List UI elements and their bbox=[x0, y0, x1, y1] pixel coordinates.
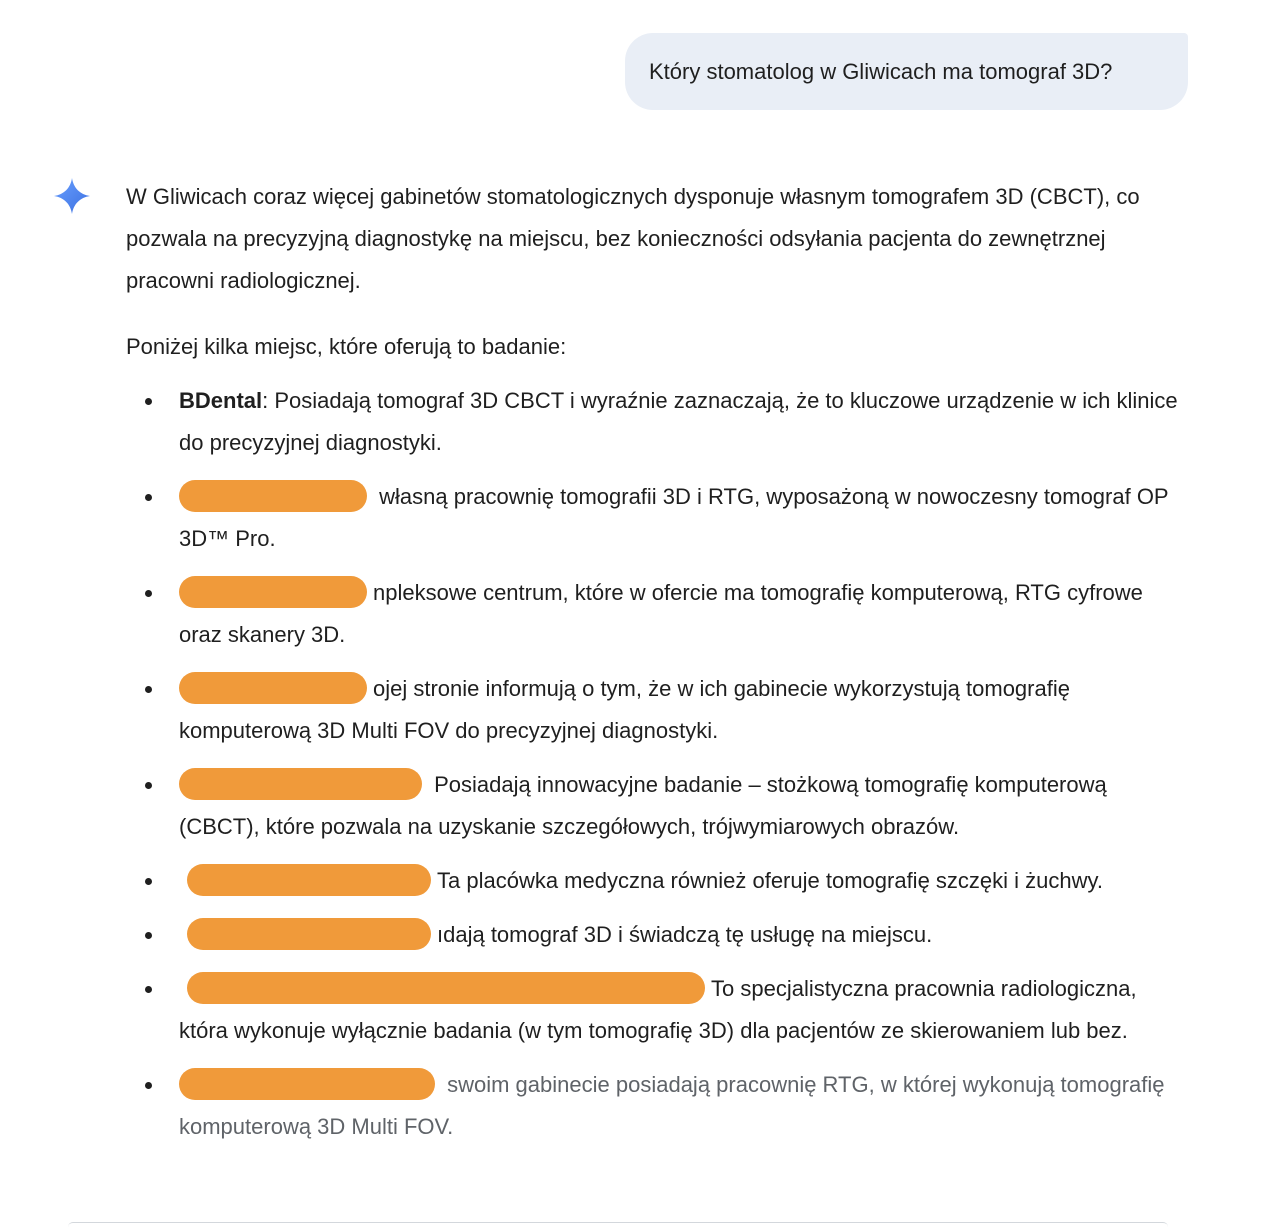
redacted-clinic-name bbox=[179, 768, 422, 800]
redacted-clinic-name bbox=[179, 672, 367, 704]
list-item bbox=[126, 1064, 1179, 1148]
redacted-clinic-name bbox=[187, 972, 705, 1004]
list-item-text: ıdają tomograf 3D i świadczą tę usługę na miejscu. bbox=[437, 922, 933, 947]
redacted-clinic-name bbox=[179, 1068, 435, 1100]
list-item-text: ojej stronie informują o tym, że w ich gabinecie wykorzystują tomografię komputerową 3D Multi FOV do precyzyjnej diagnostyki. bbox=[179, 676, 1070, 743]
gemini-sparkle-icon bbox=[53, 177, 91, 215]
list-item-text: własną pracownię tomografii 3D i RTG, wyposażoną w nowoczesny tomograf OP 3D™ Pro. bbox=[179, 484, 1169, 551]
user-message-text: Który stomatolog w Gliwicach ma tomograf 3D? bbox=[649, 58, 1113, 84]
redacted-clinic-name bbox=[187, 864, 431, 896]
list-item bbox=[126, 914, 1179, 956]
response-list-intro: Poniżej kilka miejsc, które oferują to badanie: bbox=[126, 334, 567, 359]
clinic-list bbox=[126, 380, 1186, 1148]
response-intro: W Gliwicach coraz więcej gabinetów stomatologicznych dysponuje własnym tomografem 3D (CBCT), co pozwala na precyzyjną diagnostykę na miejscu, bez konieczności odsyłania pacjenta do zewnętrznej pracowni radiologicznej. bbox=[126, 184, 1140, 293]
list-item bbox=[126, 476, 1179, 560]
list-item bbox=[126, 764, 1179, 848]
list-item-text: npleksowe centrum, które w ofercie ma tomografię komputerową, RTG cyfrowe oraz skanery 3D. bbox=[179, 580, 1143, 647]
list-item-text: To specjalistyczna pracownia radiologiczna, która wykonuje wyłącznie badania (w tym tomografię 3D) dla pacjentów ze skierowaniem lub bez. bbox=[179, 976, 1137, 1043]
user-message-bubble bbox=[625, 33, 1188, 110]
list-item bbox=[126, 668, 1179, 752]
list-item bbox=[126, 380, 1179, 464]
clinic-name: BDental bbox=[179, 388, 263, 413]
list-item-text: Posiadają innowacyjne badanie – stożkową tomografię komputerową (CBCT), które pozwala na uzyskanie szczegółowych, trójwymiarowych obrazów. bbox=[179, 772, 1107, 839]
list-item bbox=[126, 860, 1179, 902]
assistant-response bbox=[126, 176, 1186, 1160]
input-panel-edge bbox=[68, 1222, 1168, 1227]
list-item bbox=[126, 572, 1179, 656]
list-item-text: Ta placówka medyczna również oferuje tomografię szczęki i żuchwy. bbox=[437, 868, 1103, 893]
list-item-text: swoim gabinecie posiadają pracownię RTG, w której wykonują tomografię komputerową 3D Multi FOV. bbox=[179, 1072, 1165, 1139]
list-item-text: : Posiadają tomograf 3D CBCT i wyraźnie zaznaczają, że to kluczowe urządzenie w ich klinice do precyzyjnej diagnostyki. bbox=[179, 388, 1178, 455]
redacted-clinic-name bbox=[179, 480, 367, 512]
redacted-clinic-name bbox=[187, 918, 431, 950]
redacted-clinic-name bbox=[179, 576, 367, 608]
list-item bbox=[126, 968, 1179, 1052]
